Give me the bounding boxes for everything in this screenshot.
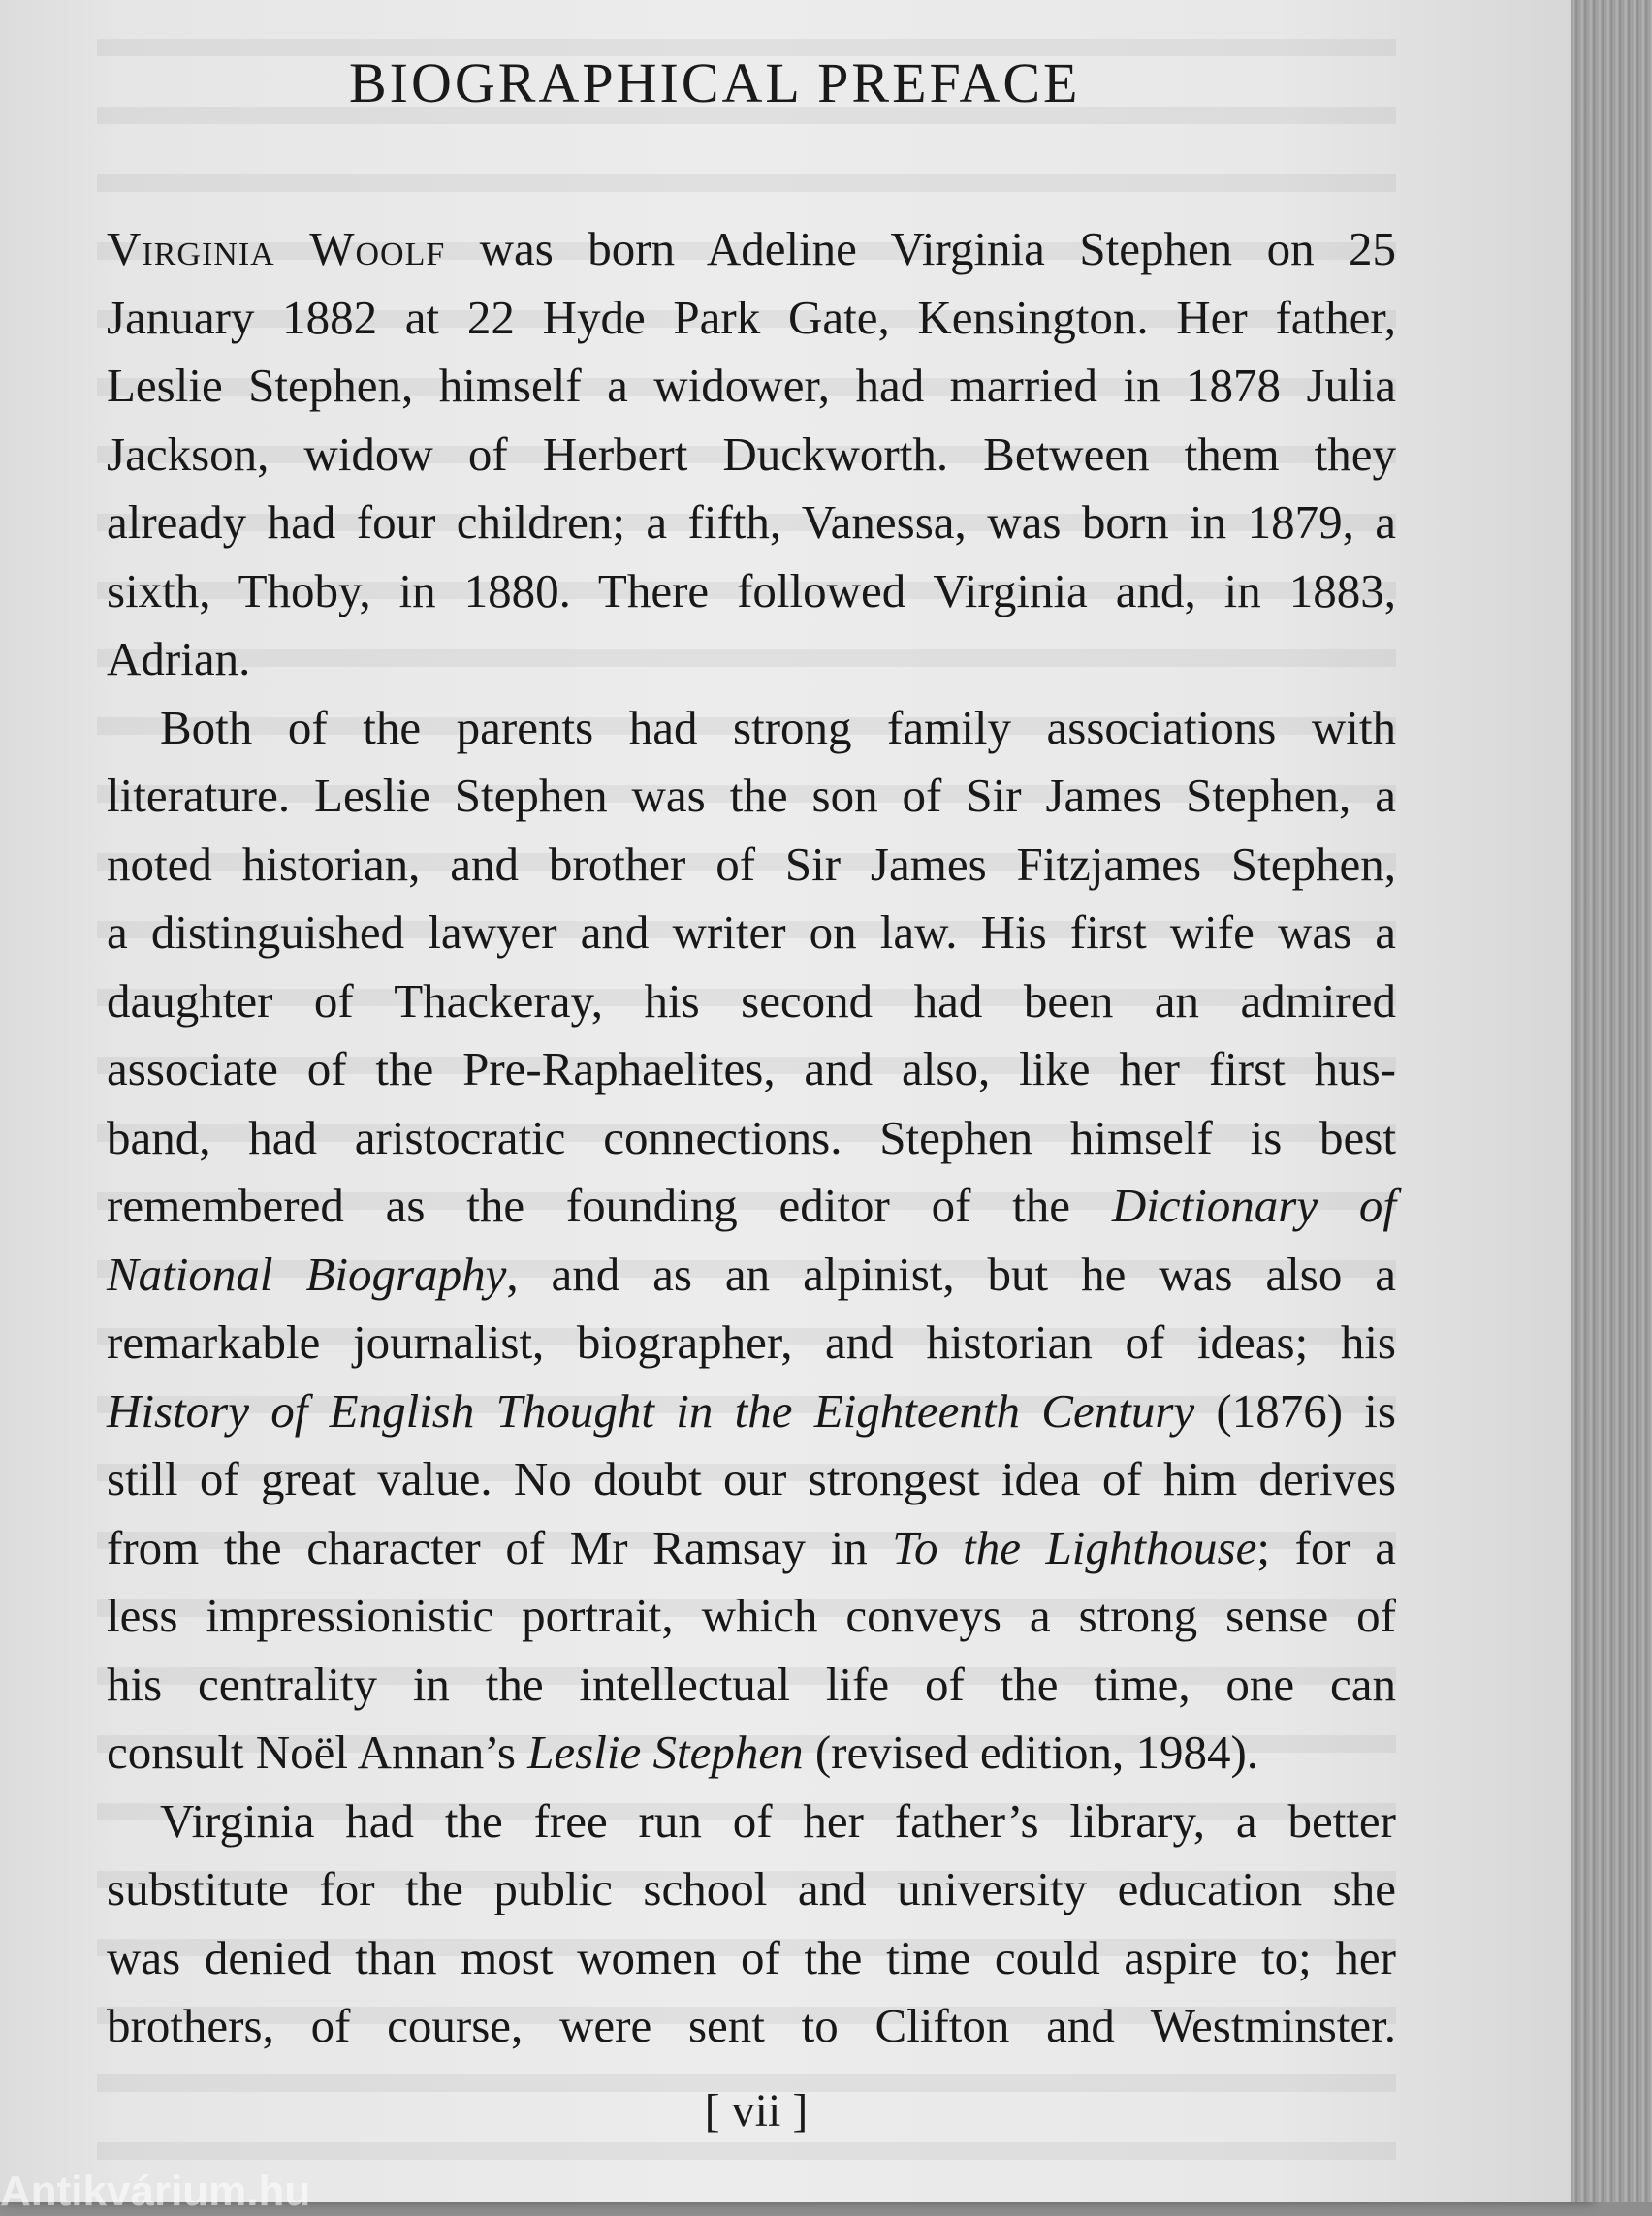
paragraph-2-line-15: his centrality in the intellectual life of the time, one can (107, 1657, 1396, 1711)
paragraph-2-line-5: daughter of Thackeray, his second had been an admired (107, 973, 1396, 1028)
paragraph-1-line-7: Adrian. (107, 632, 251, 685)
paragraph-3-line-3: was denied than most women of the time could aspire to; her (107, 1930, 1396, 1984)
paragraph-2-line-4: a distinguished lawyer and writer on law. His first wife was a (107, 905, 1396, 959)
paragraph-3-line-2: substitute for the public school and university education she (107, 1862, 1396, 1915)
paragraph-3-line-1: Virginia had the free run of her father’s library, a better (160, 1793, 1396, 1848)
paragraph-2-line-11: History of English Thought in the Eighteenth Century (1876) is (107, 1383, 1396, 1438)
page-number: [ vii ] (704, 2085, 809, 2137)
paragraph-2-line-7: band, had aristocratic connections. Stephen himself is best (107, 1110, 1396, 1164)
paragraph-2-line-6: associate of the Pre-Raphaelites, and also, like her first hus- (107, 1042, 1396, 1095)
paragraph-1-line-5: already had four children; a fifth, Vanessa, was born in 1879, a (107, 495, 1396, 549)
paragraph-2-line-10: remarkable journalist, biographer, and historian of ideas; his (107, 1315, 1396, 1369)
national-biography-italic: National Biography (107, 1247, 507, 1301)
paragraph-1-line-3: Leslie Stephen, himself a widower, had married in 1878 Julia (107, 359, 1396, 412)
paragraph-2-line-9: National Biography, and as an alpinist, but he was also a (107, 1247, 1396, 1301)
paragraph-2-line-13: from the character of Mr Ramsay in To the Lighthouse; for a (107, 1520, 1396, 1574)
body-text (107, 215, 1396, 2061)
dictionary-title-italic: Dictionary of (1111, 1179, 1396, 1232)
lighthouse-title-italic: To the Lighthouse (892, 1520, 1257, 1574)
paragraph-2-line-2: literature. Leslie Stephen was the son of Sir James Stephen, a (107, 769, 1396, 822)
paragraph-1-line-6: sixth, Thoby, in 1880. There followed Virginia and, in 1883, (107, 563, 1396, 617)
paragraph-2-line-14: less impressionistic portrait, which conveys a strong sense of (107, 1589, 1396, 1642)
book-page-edges (1571, 0, 1652, 2202)
paragraph-2-line-16: consult Noël Annan’s Leslie Stephen (revised edition, 1984). (107, 1725, 1259, 1779)
watermark: Antikvárium.hu (0, 2168, 311, 2215)
paragraph-2-line-3: noted historian, and brother of Sir James Fitzjames Stephen, (107, 837, 1396, 891)
history-title-italic: History of English Thought in the Eighteenth Century (107, 1383, 1195, 1438)
paragraph-2-line-1: Both of the parents had strong family associations with (160, 700, 1396, 754)
paragraph-1-line-1: Virginia Woolf was born Adeline Virginia Stephen on 25 (107, 222, 1397, 275)
author-name-small-caps: Virginia Woolf (107, 222, 446, 275)
paragraph-3-line-4: brothers, of course, were sent to Clifton and Westminster. (107, 1999, 1396, 2052)
paragraph-2-line-8: remembered as the founding editor of the Dictionary of (107, 1179, 1396, 1232)
leslie-stephen-title-italic: Leslie Stephen (527, 1725, 804, 1779)
page-title: BIOGRAPHICAL PREFACE (349, 51, 1081, 114)
paragraph-1-line-2: January 1882 at 22 Hyde Park Gate, Kensington. Her father, (107, 290, 1396, 344)
paragraph-2-line-12: still of great value. No doubt our strongest idea of him derives (107, 1452, 1396, 1505)
paragraph-1-line-4: Jackson, widow of Herbert Duckworth. Between them they (107, 427, 1396, 481)
